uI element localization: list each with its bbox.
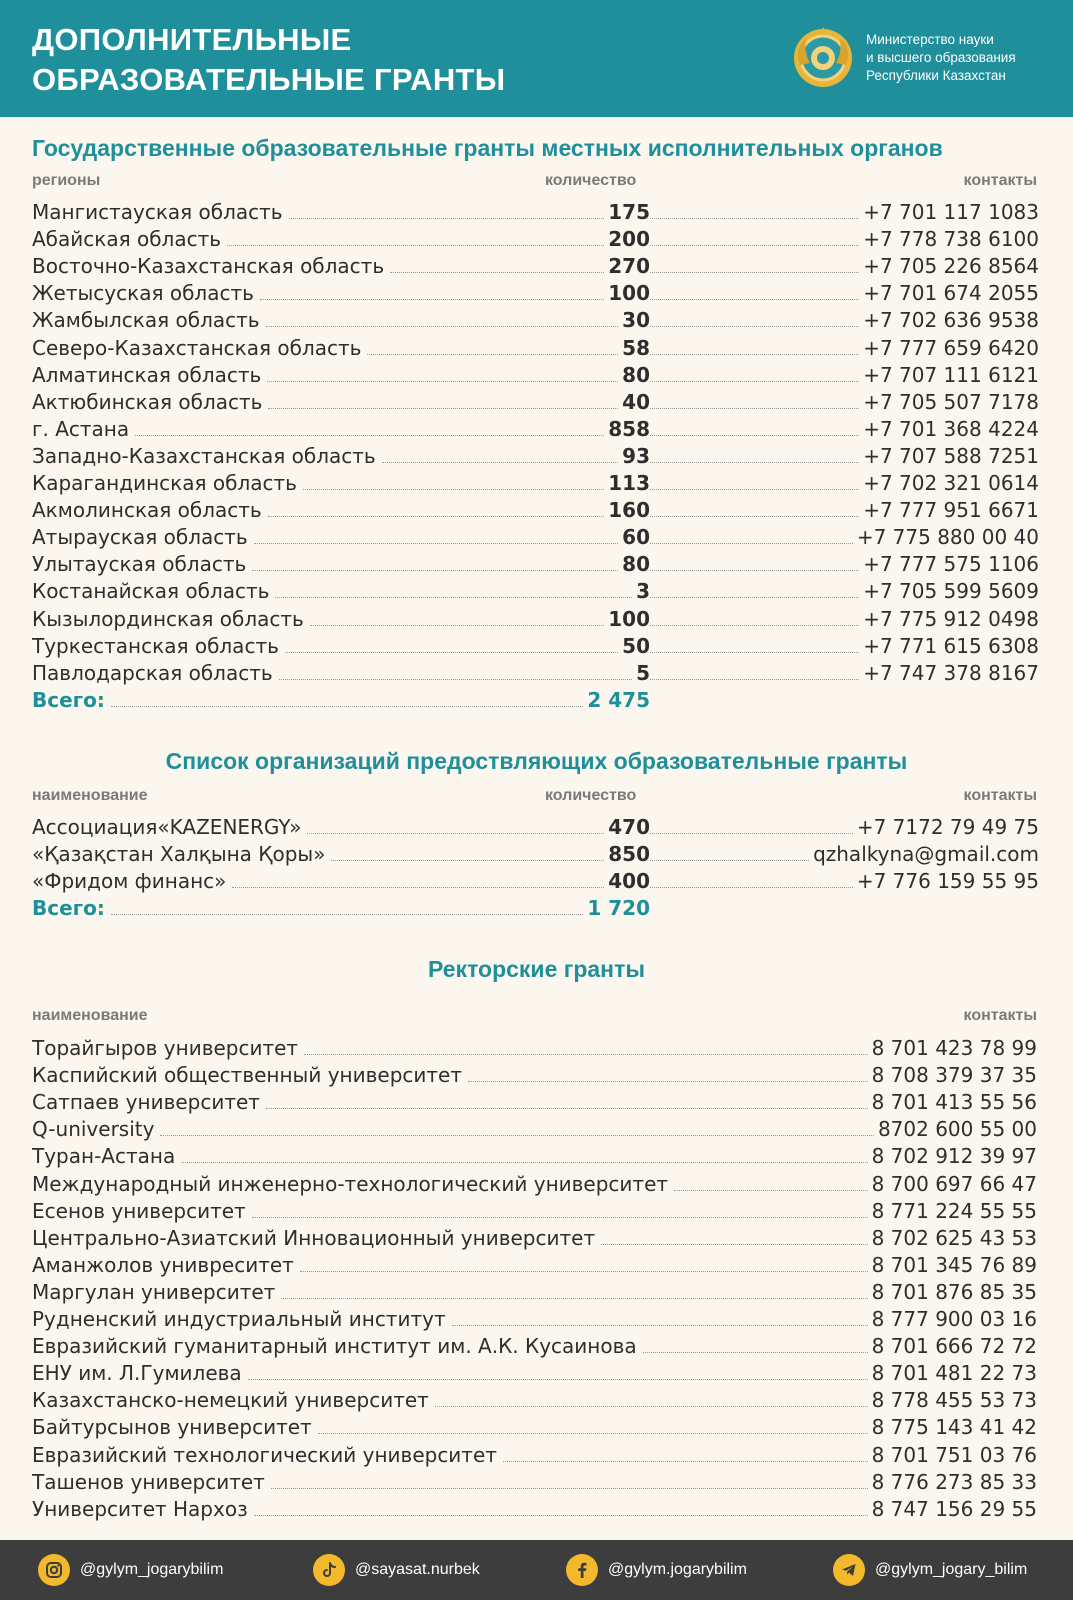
leader-dots bbox=[390, 272, 604, 273]
section1-title: Государственные образовательные гранты местных исполнительных органов bbox=[32, 135, 943, 161]
leader-dots bbox=[650, 354, 859, 355]
ministry-name bbox=[866, 31, 1016, 85]
row-contact: 8 701 413 55 56 bbox=[871, 1090, 1037, 1115]
row-contact-cell bbox=[650, 552, 1039, 576]
table-row bbox=[32, 576, 1039, 603]
row-qty: 175 bbox=[608, 200, 650, 225]
table-row bbox=[32, 278, 1039, 305]
total-value: 2 475 bbox=[587, 687, 650, 712]
row-qty: 470 bbox=[608, 815, 650, 840]
section3-table bbox=[32, 1033, 1037, 1521]
table-row bbox=[32, 1358, 1037, 1385]
leader-dots bbox=[650, 381, 859, 382]
table-row bbox=[32, 1223, 1037, 1250]
row-contact-cell bbox=[650, 607, 1039, 631]
row-name-qty bbox=[32, 254, 650, 278]
row-contact: +7 778 738 6100 bbox=[863, 227, 1039, 252]
leader-dots bbox=[289, 218, 605, 219]
row-name: Западно-Казахстанская область bbox=[32, 443, 376, 468]
row-contact: 8 701 345 76 89 bbox=[871, 1252, 1037, 1277]
leader-dots bbox=[111, 706, 584, 707]
leader-dots bbox=[254, 543, 618, 544]
leader-dots bbox=[650, 435, 859, 436]
leader-dots bbox=[111, 914, 584, 915]
row-contact-cell bbox=[650, 842, 1039, 866]
row-contact-cell bbox=[650, 281, 1039, 305]
row-contact: 8 701 876 85 35 bbox=[871, 1279, 1037, 1304]
leader-dots bbox=[271, 1488, 868, 1489]
leader-dots bbox=[232, 887, 604, 888]
leader-dots bbox=[248, 1379, 868, 1380]
row-qty: 113 bbox=[608, 471, 650, 496]
leader-dots bbox=[650, 860, 809, 861]
row-contact: +7 705 599 5609 bbox=[863, 579, 1039, 604]
row-qty: 270 bbox=[608, 254, 650, 279]
row-contact-cell bbox=[650, 444, 1039, 468]
leader-dots bbox=[310, 625, 604, 626]
table-row bbox=[32, 387, 1039, 414]
state-emblem-icon bbox=[792, 25, 854, 89]
row-contact-cell bbox=[650, 869, 1039, 893]
leader-dots bbox=[650, 833, 853, 834]
table-row bbox=[32, 1168, 1037, 1195]
leader-dots bbox=[601, 1244, 867, 1245]
row-name-qty bbox=[32, 634, 650, 658]
leader-dots bbox=[227, 245, 604, 246]
instagram-handle: @gylym_jogarybilim bbox=[80, 1561, 224, 1578]
table-row bbox=[32, 360, 1039, 387]
row-qty: 400 bbox=[608, 869, 650, 894]
row-contact: +7 771 615 6308 bbox=[863, 633, 1039, 658]
row-name: Актюбинская область bbox=[32, 389, 263, 414]
row-name: ЕНУ им. Л.Гумилева bbox=[32, 1361, 242, 1386]
instagram-link[interactable] bbox=[38, 1554, 223, 1586]
row-name: Торайгыров университет bbox=[32, 1036, 299, 1061]
section2-col-contacts: контакты bbox=[963, 787, 1037, 804]
row-contact-cell bbox=[650, 363, 1039, 387]
leader-dots bbox=[650, 625, 859, 626]
leader-dots bbox=[135, 435, 604, 436]
row-contact: 8 777 900 03 16 bbox=[871, 1307, 1037, 1332]
row-name-qty bbox=[32, 842, 650, 866]
table-row bbox=[32, 495, 1039, 522]
row-name: г. Астана bbox=[32, 416, 130, 441]
row-qty: 160 bbox=[608, 498, 650, 523]
row-contact-cell bbox=[650, 471, 1039, 495]
section3-col-name: наименование bbox=[32, 1007, 148, 1024]
table-row bbox=[32, 1331, 1037, 1358]
row-qty: 200 bbox=[608, 227, 650, 252]
row-name: Туран-Астана bbox=[32, 1144, 176, 1169]
row-name-qty bbox=[32, 200, 650, 224]
leader-dots bbox=[650, 272, 859, 273]
row-name: Байтурсынов университет bbox=[32, 1415, 312, 1440]
row-qty: 30 bbox=[622, 308, 650, 333]
table-row bbox=[32, 1304, 1037, 1331]
table-row bbox=[32, 603, 1039, 630]
row-qty: 50 bbox=[622, 633, 650, 658]
table-row bbox=[32, 1439, 1037, 1466]
row-name: Улытауская область bbox=[32, 552, 247, 577]
row-name: Аманжолов унивреситет bbox=[32, 1252, 294, 1277]
row-name-qty bbox=[32, 227, 650, 251]
row-contact-cell bbox=[650, 661, 1039, 685]
table-row bbox=[32, 1141, 1037, 1168]
leader-dots bbox=[307, 833, 604, 834]
row-name: Каспийский общественный университет bbox=[32, 1063, 462, 1088]
row-contact: 8 778 455 53 73 bbox=[871, 1388, 1037, 1413]
leader-dots bbox=[281, 1298, 867, 1299]
row-contact-cell bbox=[650, 227, 1039, 251]
row-contact: 8 702 912 39 97 bbox=[871, 1144, 1037, 1169]
row-contact: +7 7172 79 49 75 bbox=[856, 815, 1039, 840]
facebook-handle: @gylym.jogarybilim bbox=[608, 1561, 747, 1578]
leader-dots bbox=[266, 1108, 868, 1109]
table-row bbox=[32, 305, 1039, 332]
table-row bbox=[32, 197, 1039, 224]
total-row bbox=[32, 685, 1039, 712]
row-qty: 850 bbox=[608, 842, 650, 867]
section1-table bbox=[32, 197, 1039, 712]
leader-dots bbox=[382, 462, 618, 463]
table-row bbox=[32, 332, 1039, 359]
leader-dots bbox=[303, 489, 604, 490]
leader-dots bbox=[268, 516, 605, 517]
row-name: Алматинская область bbox=[32, 362, 262, 387]
row-name: Ассоциация«KAZENERGY» bbox=[32, 815, 302, 840]
row-name: Павлодарская область bbox=[32, 660, 273, 685]
row-contact: +7 776 159 55 95 bbox=[856, 869, 1039, 894]
row-name: Восточно-Казахстанская область bbox=[32, 254, 385, 279]
row-qty: 100 bbox=[608, 281, 650, 306]
row-contact: 8 775 143 41 42 bbox=[871, 1415, 1037, 1440]
total-label: Всего: bbox=[32, 687, 105, 712]
row-contact: 8 700 697 66 47 bbox=[871, 1171, 1037, 1196]
page-title-line1: ДОПОЛНИТЕЛЬНЫЕ bbox=[32, 22, 352, 57]
leader-dots bbox=[650, 516, 859, 517]
leader-dots bbox=[252, 570, 618, 571]
row-contact: +7 702 636 9538 bbox=[863, 308, 1039, 333]
total-value: 1 720 bbox=[587, 896, 650, 921]
row-name: Казахстанско-немецкий университет bbox=[32, 1388, 429, 1413]
row-name: Центрально-Азиатский Инновационный университет bbox=[32, 1225, 596, 1250]
row-contact: +7 777 659 6420 bbox=[863, 335, 1039, 360]
row-qty: 93 bbox=[622, 443, 650, 468]
table-row bbox=[32, 1114, 1037, 1141]
total-cell bbox=[32, 896, 650, 920]
row-contact: +7 707 588 7251 bbox=[863, 443, 1039, 468]
row-name: Есенов университет bbox=[32, 1198, 246, 1223]
leader-dots bbox=[650, 679, 859, 680]
row-contact: 8 708 379 37 35 bbox=[871, 1063, 1037, 1088]
row-contact-cell bbox=[650, 200, 1039, 224]
row-qty: 100 bbox=[608, 606, 650, 631]
table-row bbox=[32, 839, 1039, 866]
leader-dots bbox=[367, 354, 618, 355]
row-name: «Қазақстан Халқына Қоры» bbox=[32, 842, 326, 867]
ministry-line1: Министерство науки bbox=[866, 32, 994, 47]
row-name: Жетысуская область bbox=[32, 281, 254, 306]
row-name-qty bbox=[32, 471, 650, 495]
leader-dots bbox=[300, 1271, 868, 1272]
row-name: Акмолинская область bbox=[32, 498, 262, 523]
leader-dots bbox=[285, 652, 618, 653]
row-qty: 80 bbox=[622, 362, 650, 387]
table-row bbox=[32, 658, 1039, 685]
total-label: Всего: bbox=[32, 896, 105, 921]
row-qty: 5 bbox=[636, 660, 650, 685]
telegram-icon bbox=[833, 1554, 865, 1586]
table-row bbox=[32, 441, 1039, 468]
section2-col-qty: количество bbox=[545, 787, 637, 804]
table-row bbox=[32, 1467, 1037, 1494]
row-name: Университет Нархоз bbox=[32, 1496, 248, 1521]
row-name-qty bbox=[32, 363, 650, 387]
row-name: Ташенов университет bbox=[32, 1469, 265, 1494]
leader-dots bbox=[435, 1406, 868, 1407]
tiktok-link[interactable] bbox=[313, 1554, 480, 1586]
table-row bbox=[32, 1250, 1037, 1277]
leader-dots bbox=[260, 299, 604, 300]
row-contact: qzhalkyna@gmail.com bbox=[813, 842, 1039, 867]
row-name-qty bbox=[32, 579, 650, 603]
table-row bbox=[32, 468, 1039, 495]
section3-col-contacts: контакты bbox=[963, 1007, 1037, 1024]
table-row bbox=[32, 1412, 1037, 1439]
row-contact: +7 705 507 7178 bbox=[863, 389, 1039, 414]
row-name: Рудненский индустриальный институт bbox=[32, 1307, 446, 1332]
row-name: Мангистауская область bbox=[32, 200, 283, 225]
table-row bbox=[32, 251, 1039, 278]
header-banner bbox=[0, 0, 1073, 117]
row-contact: 8 701 423 78 99 bbox=[871, 1036, 1037, 1061]
row-contact-cell bbox=[650, 336, 1039, 360]
row-name: Евразийский гуманитарный институт им. А.К. Кусаинова bbox=[32, 1334, 637, 1359]
leader-dots bbox=[279, 679, 632, 680]
facebook-icon bbox=[566, 1554, 598, 1586]
row-contact-cell bbox=[650, 634, 1039, 658]
leader-dots bbox=[650, 597, 859, 598]
row-contact: +7 705 226 8564 bbox=[863, 254, 1039, 279]
row-qty: 858 bbox=[608, 416, 650, 441]
row-name: Жамбылская область bbox=[32, 308, 260, 333]
leader-dots bbox=[674, 1190, 868, 1191]
leader-dots bbox=[160, 1135, 874, 1136]
leader-dots bbox=[304, 1054, 868, 1055]
row-contact: +7 702 321 0614 bbox=[863, 471, 1039, 496]
leader-dots bbox=[650, 489, 859, 490]
section3-title: Ректорские гранты bbox=[428, 956, 645, 982]
leader-dots bbox=[650, 570, 859, 571]
leader-dots bbox=[331, 860, 604, 861]
row-qty: 60 bbox=[622, 525, 650, 550]
leader-dots bbox=[650, 218, 859, 219]
row-name-qty bbox=[32, 661, 650, 685]
telegram-link[interactable] bbox=[833, 1554, 1027, 1586]
total-cell bbox=[32, 688, 650, 712]
row-contact-cell bbox=[650, 498, 1039, 522]
row-name: Карагандинская область bbox=[32, 471, 297, 496]
ministry-line3: Республики Казахстан bbox=[866, 68, 1006, 83]
row-contact: 8 701 481 22 73 bbox=[871, 1361, 1037, 1386]
row-contact-cell bbox=[650, 308, 1039, 332]
page-title-line2: ОБРАЗОВАТЕЛЬНЫЕ ГРАНТЫ bbox=[32, 62, 506, 97]
row-contact: 8 701 666 72 72 bbox=[871, 1334, 1037, 1359]
leader-dots bbox=[650, 408, 859, 409]
row-qty: 58 bbox=[622, 335, 650, 360]
row-qty: 3 bbox=[636, 579, 650, 604]
table-row bbox=[32, 812, 1039, 839]
row-name: Атырауская область bbox=[32, 525, 248, 550]
row-contact: +7 777 575 1106 bbox=[863, 552, 1039, 577]
leader-dots bbox=[275, 597, 632, 598]
table-row bbox=[32, 224, 1039, 251]
row-qty: 40 bbox=[622, 389, 650, 414]
section1-col-qty: количество bbox=[545, 172, 637, 189]
table-row bbox=[32, 549, 1039, 576]
section2-table bbox=[32, 812, 1039, 920]
row-contact-cell bbox=[650, 390, 1039, 414]
table-row bbox=[32, 1033, 1037, 1060]
row-contact-cell bbox=[650, 525, 1039, 549]
row-contact: 8 702 625 43 53 bbox=[871, 1225, 1037, 1250]
row-contact: 8 771 224 55 55 bbox=[871, 1198, 1037, 1223]
row-name: Туркестанская область bbox=[32, 633, 279, 658]
telegram-handle: @gylym_jogary_bilim bbox=[875, 1561, 1028, 1578]
tiktok-icon bbox=[313, 1554, 345, 1586]
leader-dots bbox=[650, 543, 853, 544]
tiktok-handle: @sayasat.nurbek bbox=[355, 1561, 480, 1578]
row-name-qty bbox=[32, 281, 650, 305]
facebook-link[interactable] bbox=[566, 1554, 747, 1586]
row-contact: +7 775 880 00 40 bbox=[856, 525, 1039, 550]
row-contact: 8 701 751 03 76 bbox=[871, 1442, 1037, 1467]
row-contact: +7 775 912 0498 bbox=[863, 606, 1039, 631]
row-name-qty bbox=[32, 336, 650, 360]
row-qty: 80 bbox=[622, 552, 650, 577]
row-name-qty bbox=[32, 390, 650, 414]
row-name: Q-university bbox=[32, 1117, 155, 1142]
table-row bbox=[32, 631, 1039, 658]
row-name: Северо-Казахстанская область bbox=[32, 335, 362, 360]
leader-dots bbox=[650, 245, 859, 246]
row-contact-cell bbox=[650, 417, 1039, 441]
row-contact-cell bbox=[650, 579, 1039, 603]
row-name: Костанайская область bbox=[32, 579, 270, 604]
row-name: Маргулан университет bbox=[32, 1279, 276, 1304]
table-row bbox=[32, 1087, 1037, 1114]
leader-dots bbox=[650, 887, 853, 888]
row-name: Абайская область bbox=[32, 227, 222, 252]
row-contact: 8 747 156 29 55 bbox=[871, 1496, 1037, 1521]
table-row bbox=[32, 866, 1039, 893]
row-name-qty bbox=[32, 308, 650, 332]
table-row bbox=[32, 522, 1039, 549]
page-title bbox=[32, 20, 505, 100]
ministry-line2: и высшего образования bbox=[866, 50, 1016, 65]
row-contact-cell bbox=[650, 815, 1039, 839]
row-contact: 8702 600 55 00 bbox=[877, 1117, 1037, 1142]
table-row bbox=[32, 414, 1039, 441]
leader-dots bbox=[650, 326, 859, 327]
row-contact: 8 776 273 85 33 bbox=[871, 1469, 1037, 1494]
table-row bbox=[32, 1277, 1037, 1304]
leader-dots bbox=[267, 381, 618, 382]
row-contact: +7 701 368 4224 bbox=[863, 416, 1039, 441]
leader-dots bbox=[268, 408, 618, 409]
leader-dots bbox=[254, 1515, 868, 1516]
row-name-qty bbox=[32, 525, 650, 549]
instagram-icon bbox=[38, 1554, 70, 1586]
row-name: Сатпаев университет bbox=[32, 1090, 260, 1115]
row-name: Евразийский технологический университет bbox=[32, 1442, 497, 1467]
row-name-qty bbox=[32, 417, 650, 441]
row-contact: +7 777 951 6671 bbox=[863, 498, 1039, 523]
leader-dots bbox=[650, 652, 859, 653]
row-name: Международный инженерно-технологический университет bbox=[32, 1171, 669, 1196]
row-contact: +7 701 117 1083 bbox=[863, 200, 1039, 225]
row-name: Кызылординская область bbox=[32, 606, 304, 631]
leader-dots bbox=[650, 299, 859, 300]
section2-col-name: наименование bbox=[32, 787, 148, 804]
row-contact: +7 747 378 8167 bbox=[863, 660, 1039, 685]
total-row bbox=[32, 893, 1039, 920]
row-contact-cell bbox=[650, 254, 1039, 278]
table-row bbox=[32, 1385, 1037, 1412]
row-name-qty bbox=[32, 815, 650, 839]
row-name-qty bbox=[32, 869, 650, 893]
footer-social-bar bbox=[0, 1540, 1073, 1600]
section2-title: Список организаций предоствляющих образовательные гранты bbox=[165, 748, 908, 774]
table-row bbox=[32, 1196, 1037, 1223]
leader-dots bbox=[650, 462, 859, 463]
leader-dots bbox=[503, 1461, 868, 1462]
leader-dots bbox=[181, 1162, 867, 1163]
row-contact: +7 707 111 6121 bbox=[863, 362, 1039, 387]
row-name-qty bbox=[32, 552, 650, 576]
leader-dots bbox=[452, 1325, 868, 1326]
row-name-qty bbox=[32, 444, 650, 468]
table-row bbox=[32, 1060, 1037, 1087]
row-name-qty bbox=[32, 498, 650, 522]
leader-dots bbox=[266, 326, 619, 327]
leader-dots bbox=[643, 1352, 868, 1353]
section1-col-contacts: контакты bbox=[963, 172, 1037, 189]
row-contact: +7 701 674 2055 bbox=[863, 281, 1039, 306]
leader-dots bbox=[318, 1433, 868, 1434]
row-name-qty bbox=[32, 607, 650, 631]
section1-col-region: регионы bbox=[32, 172, 101, 189]
row-name: «Фридом финанс» bbox=[32, 869, 227, 894]
leader-dots bbox=[252, 1217, 868, 1218]
table-row bbox=[32, 1494, 1037, 1521]
leader-dots bbox=[468, 1081, 868, 1082]
